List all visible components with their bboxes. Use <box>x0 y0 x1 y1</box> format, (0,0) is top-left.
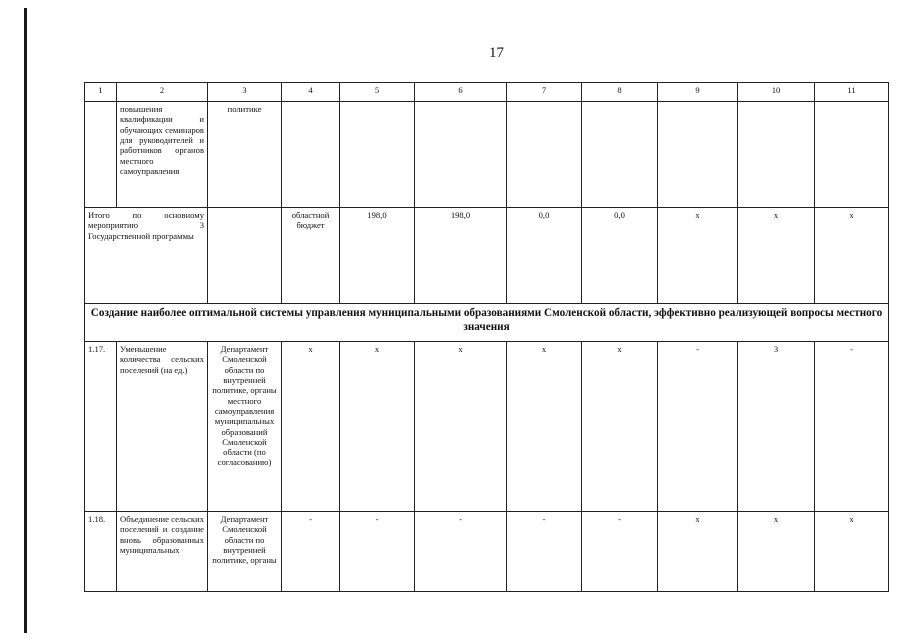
table-cell <box>658 102 738 208</box>
value-cell: x <box>815 208 889 304</box>
value-cell: - <box>507 512 582 592</box>
executor-cell: политике <box>208 102 282 208</box>
row-number-cell: 1.18. <box>85 512 117 592</box>
table-cell <box>340 102 415 208</box>
value-cell: x <box>507 342 582 512</box>
value-cell: - <box>658 342 738 512</box>
column-number: 3 <box>208 83 282 102</box>
value-cell: 198,0 <box>340 208 415 304</box>
page-number: 17 <box>489 45 504 61</box>
value-cell: x <box>738 208 815 304</box>
value-cell: - <box>282 512 340 592</box>
column-number: 10 <box>738 83 815 102</box>
table-cell <box>507 102 582 208</box>
table-cell <box>208 208 282 304</box>
table-cell <box>738 102 815 208</box>
value-cell: x <box>658 512 738 592</box>
table-cell <box>282 102 340 208</box>
measure-name-cell: Уменьшение количества сельских поселений (на ед.) <box>117 342 208 512</box>
program-table <box>84 82 889 592</box>
value-cell: x <box>415 342 507 512</box>
table-row <box>85 512 889 592</box>
section-title-row <box>85 304 889 342</box>
column-number: 5 <box>340 83 415 102</box>
table-cell <box>815 102 889 208</box>
left-margin-rule <box>24 8 27 633</box>
value-cell: - <box>415 512 507 592</box>
value-cell: x <box>658 208 738 304</box>
measure-name-cell: Объединение сельских поселений и создание вновь образованных муниципальных <box>117 512 208 592</box>
value-cell: 0,0 <box>507 208 582 304</box>
value-cell: 198,0 <box>415 208 507 304</box>
value-cell: 3 <box>738 342 815 512</box>
table-row <box>85 342 889 512</box>
total-label-cell: Итого по основному мероприятию 3 Государственной программы <box>85 208 208 304</box>
column-number: 4 <box>282 83 340 102</box>
section-title: Создание наиболее оптимальной системы управления муниципальными образованиями Смоленской области, эффективно реализующей вопросы местного значения <box>85 304 889 342</box>
value-cell: x <box>582 342 658 512</box>
row-number-cell: 1.17. <box>85 342 117 512</box>
column-number: 11 <box>815 83 889 102</box>
column-number: 6 <box>415 83 507 102</box>
table-cell <box>582 102 658 208</box>
funding-source-cell: областной бюджет <box>282 208 340 304</box>
column-number: 9 <box>658 83 738 102</box>
value-cell: x <box>340 342 415 512</box>
value-cell: 0,0 <box>582 208 658 304</box>
column-number: 7 <box>507 83 582 102</box>
table-cell <box>85 102 117 208</box>
value-cell: - <box>582 512 658 592</box>
column-number-row <box>85 83 889 102</box>
value-cell: x <box>815 512 889 592</box>
executor-cell: Департамент Смоленской области по внутренней политике, органы <box>208 512 282 592</box>
column-number: 8 <box>582 83 658 102</box>
measure-name-cell: повышения квалификации и обучающих семинаров для руководителей и работников органов местного самоуправления <box>117 102 208 208</box>
value-cell: x <box>282 342 340 512</box>
executor-cell: Департамент Смоленской области по внутренней политике, органы местного самоуправления муниципальных образований Смоленской области (по согласованию) <box>208 342 282 512</box>
value-cell: - <box>815 342 889 512</box>
table-cell <box>415 102 507 208</box>
continuation-row <box>85 102 889 208</box>
column-number: 1 <box>85 83 117 102</box>
column-number: 2 <box>117 83 208 102</box>
value-cell: x <box>738 512 815 592</box>
value-cell: - <box>340 512 415 592</box>
total-row <box>85 208 889 304</box>
